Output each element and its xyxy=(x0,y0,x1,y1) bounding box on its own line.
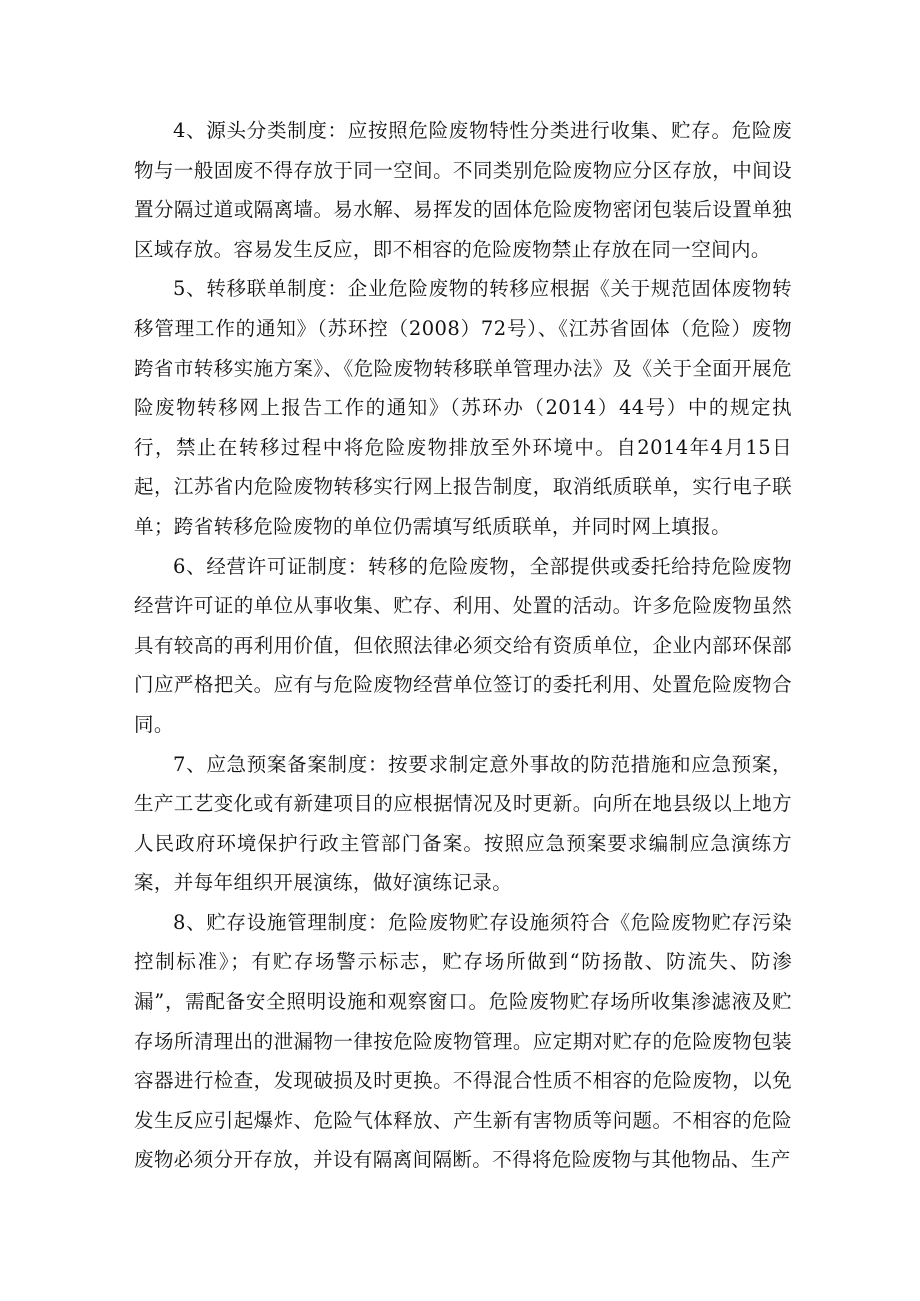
paragraph-transfer-manifest: 5、转移联单制度：企业危险废物的转移应根据《关于规范固体废物转移管理工作的通知》（苏环控（2008）72号）、《江苏省固体（危险）废物跨省市转移实施方案》、《危险废物转移联单管理办法》及《关于全面开展危险废物转移网上报告工作的通知》（苏环办（2014）44号）中的规定执行，禁止在转移过程中将危险废物排放至外环境中。自2014年4月15日起，江苏省内危险废物转移实行网上报告制度，取消纸质联单，实行电子联单；跨省转移危险废物的单位仍需填写纸质联单，并同时网上填报。 xyxy=(134,277,792,538)
paragraph-business-license: 6、经营许可证制度：转移的危险废物，全部提供或委托给持危险废物经营许可证的单位从事收集、贮存、利用、处置的活动。许多危险废物虽然具有较高的再利用价值，但依照法律必须交给有资质单位，企业内部环保部门应严格把关。应有与危险废物经营单位签订的委托利用、处置危险废物合同。 xyxy=(134,554,792,736)
paragraph-storage-management: 8、贮存设施管理制度：危险废物贮存设施须符合《危险废物贮存污染控制标准》；有贮存场警示标志，贮存场所做到“防扬散、防流失、防渗漏”，需配备安全照明设施和观察窗口。危险废物贮存场所收集渗滤液及贮存场所清理出的泄漏物一律按危险废物管理。应定期对贮存的危险废物包装容器进行检查，发现破损及时更换。不得混合性质不相容的危险废物，以免发生反应引起爆炸、危险气体释放、产生新有害物质等问题。不相容的危险废物必须分开存放，并设有隔离间隔断。不得将危险废物与其他物品、生产 xyxy=(134,910,792,1172)
paragraph-source-classification: 4、源头分类制度：应按照危险废物特性分类进行收集、贮存。危险废物与一般固废不得存放于同一空间。不同类别危险废物应分区存放，中间设置分隔过道或隔离墙。易水解、易挥发的固体危险废物密闭包装后设置单独区域存放。容易发生反应，即不相容的危险废物禁止存放在同一空间内。 xyxy=(134,119,792,261)
document-body xyxy=(134,111,792,1180)
paragraph-emergency-plan: 7、应急预案备案制度：按要求制定意外事故的防范措施和应急预案，生产工艺变化或有新建项目的应根据情况及时更新。向所在地县级以上地方人民政府环境保护行政主管部门备案。按照应急预案要求编制应急演练方案，并每年组织开展演练，做好演练记录。 xyxy=(134,752,792,895)
